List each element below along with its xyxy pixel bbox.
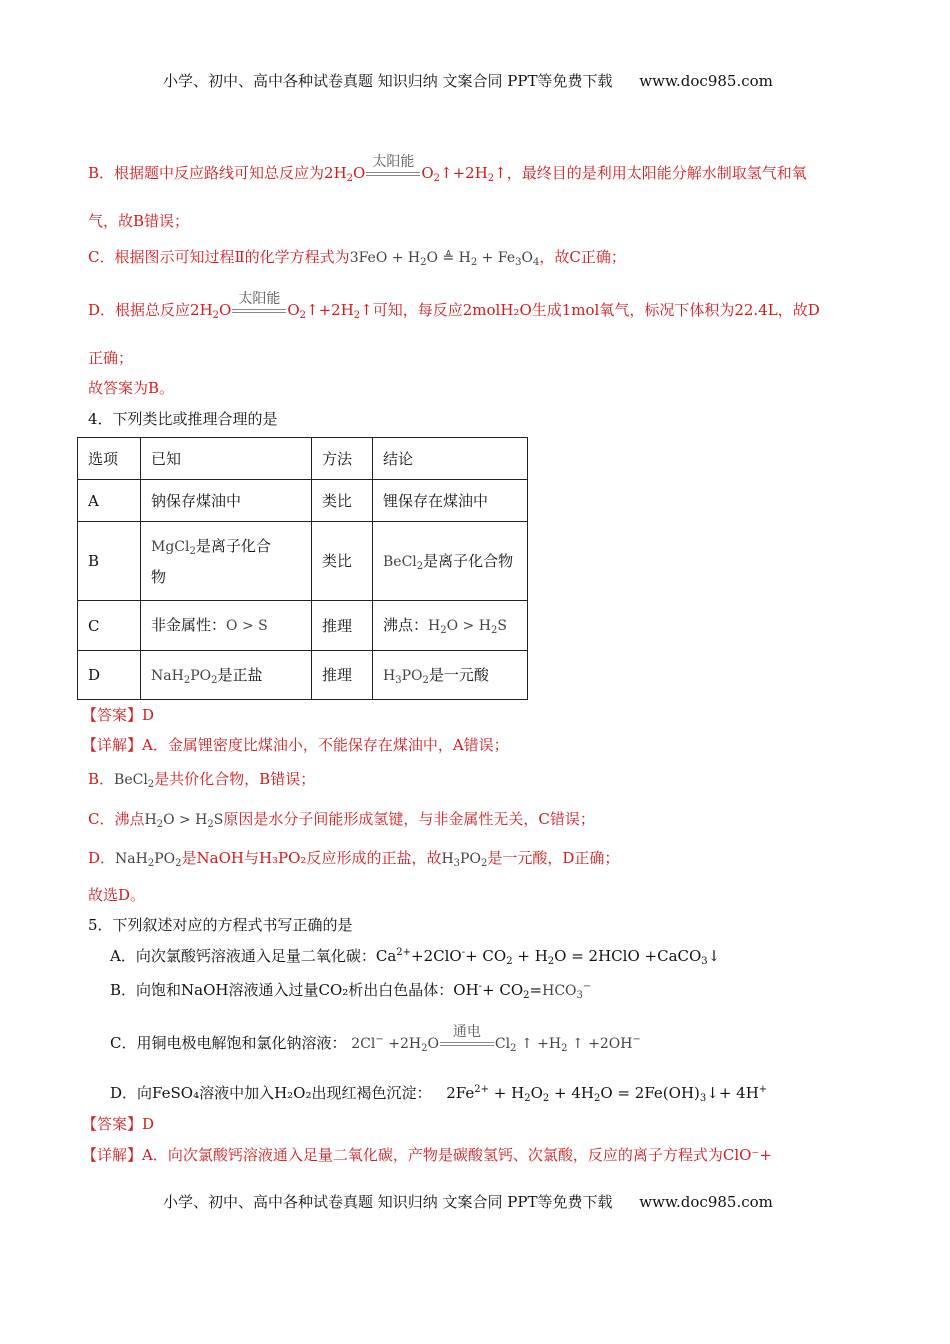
table-row: A 钠保存煤油中 类比 锂保存在煤油中 <box>78 480 528 522</box>
q4-detail-b: B．BeCl$_2$是共价化合物，B错误； <box>88 770 316 790</box>
table-row: B MgCl$_2$是离子化合 物 类比 BeCl$_2$是离子化合物 <box>78 522 528 601</box>
q3-option-d-line2: 正确； <box>88 349 134 367</box>
q4-detail-a: 【详解】A．金属锂密度比煤油小，不能保存在煤油中，A错误； <box>82 736 509 754</box>
q5-answer: 【答案】D <box>82 1115 155 1133</box>
q3-option-b-line2: 气，故B错误； <box>88 212 190 230</box>
table-header: 已知 <box>141 438 312 480</box>
solar-condition-arrow-2: 太阳能 <box>232 302 286 320</box>
q4-question: 4．下列类比或推理合理的是 <box>88 410 278 428</box>
q3-option-b: B．根据题中反应路线可知总反应为$2H_2O$ 太阳能 $O_2↑+2H_2↑$，最终目的是利用太阳能分解水制取氢气和氧 <box>88 154 807 184</box>
q4-detail-d: D．$NaH_2PO_2$是NaOH与H₃PO₂反应形成的正盐，故$H_3PO_2$是一元酸，D正确； <box>88 849 620 869</box>
table-row: D $NaH_2PO_2$是正盐 推理 $H_3PO_2$是一元酸 <box>78 651 528 700</box>
q3-option-d: D．根据总反应$2H_2O$ 太阳能 $O_2↑+2H_2↑$可知，每反应2molH₂O生成1mol氧气，标况下体积为22.4L，故D <box>88 291 820 321</box>
footer-url: www.doc985.com <box>639 1193 773 1211</box>
q5-option-d: D．向FeSO₄溶液中加入H₂O₂出现红褐色沉淀： $2Fe^{2+} + H_2O_2 + 4H_2O$ = $2Fe(OH)_3↓+ 4H^+$ <box>110 1084 768 1104</box>
q5-option-c: C．用铜电极电解饱和氯化钠溶液： $2Cl^- +2H_2O$ 通电 $Cl_2$ ↑ $+H_2$ ↑ +2OH− <box>110 1024 641 1054</box>
q4-table <box>77 437 528 700</box>
q4-conclusion: 故选D。 <box>88 886 146 904</box>
q5-detail-a: 【详解】A．向次氯酸钙溶液通入足量二氧化碳，产物是碳酸氢钙、次氯酸，反应的离子方程式为ClO⁻+ <box>82 1146 772 1164</box>
q5-option-b: B．向饱和NaOH溶液通入过量CO₂析出白色晶体：$OH^-+ CO_2=HCO_3^-$ <box>110 981 592 1001</box>
solar-condition-arrow: 太阳能 <box>366 165 420 183</box>
q3-option-c: C．根据图示可知过程Ⅱ的化学方程式为$3FeO + H_2O$ ≜ $H_2 + Fe_3O_4$，故C正确； <box>88 248 626 268</box>
electrolysis-condition-arrow: 通电 <box>440 1035 494 1053</box>
page-footer: 小学、初中、高中各种试卷真题 知识归纳 文案合同 PPT等免费下载 www.doc985.com <box>163 1193 773 1211</box>
table-header: 选项 <box>78 438 141 480</box>
table-row: C 非金属性：O > S 推理 沸点：$H_2O > H_2S$ <box>78 601 528 651</box>
page-header: 小学、初中、高中各种试卷真题 知识归纳 文案合同 PPT等免费下载 www.doc985.com <box>163 72 773 90</box>
table-header: 结论 <box>373 438 528 480</box>
q3-answer: 故答案为B。 <box>88 379 175 397</box>
table-header-row <box>78 438 528 480</box>
header-url: www.doc985.com <box>639 72 773 90</box>
table-header: 方法 <box>312 438 373 480</box>
q5-option-a: A．向次氯酸钙溶液通入足量二氧化碳：$Ca^{2+}+2ClO^-+ CO_2 + H_2O$ = 2HClO +CaCO$_3$↓ <box>110 947 721 967</box>
q5-question: 5．下列叙述对应的方程式书写正确的是 <box>88 916 353 934</box>
q4-answer: 【答案】D <box>82 706 155 724</box>
q4-detail-c: C．沸点$H_2O > H_2S$原因是水分子间能形成氢键，与非金属性无关，C错误； <box>88 810 595 830</box>
